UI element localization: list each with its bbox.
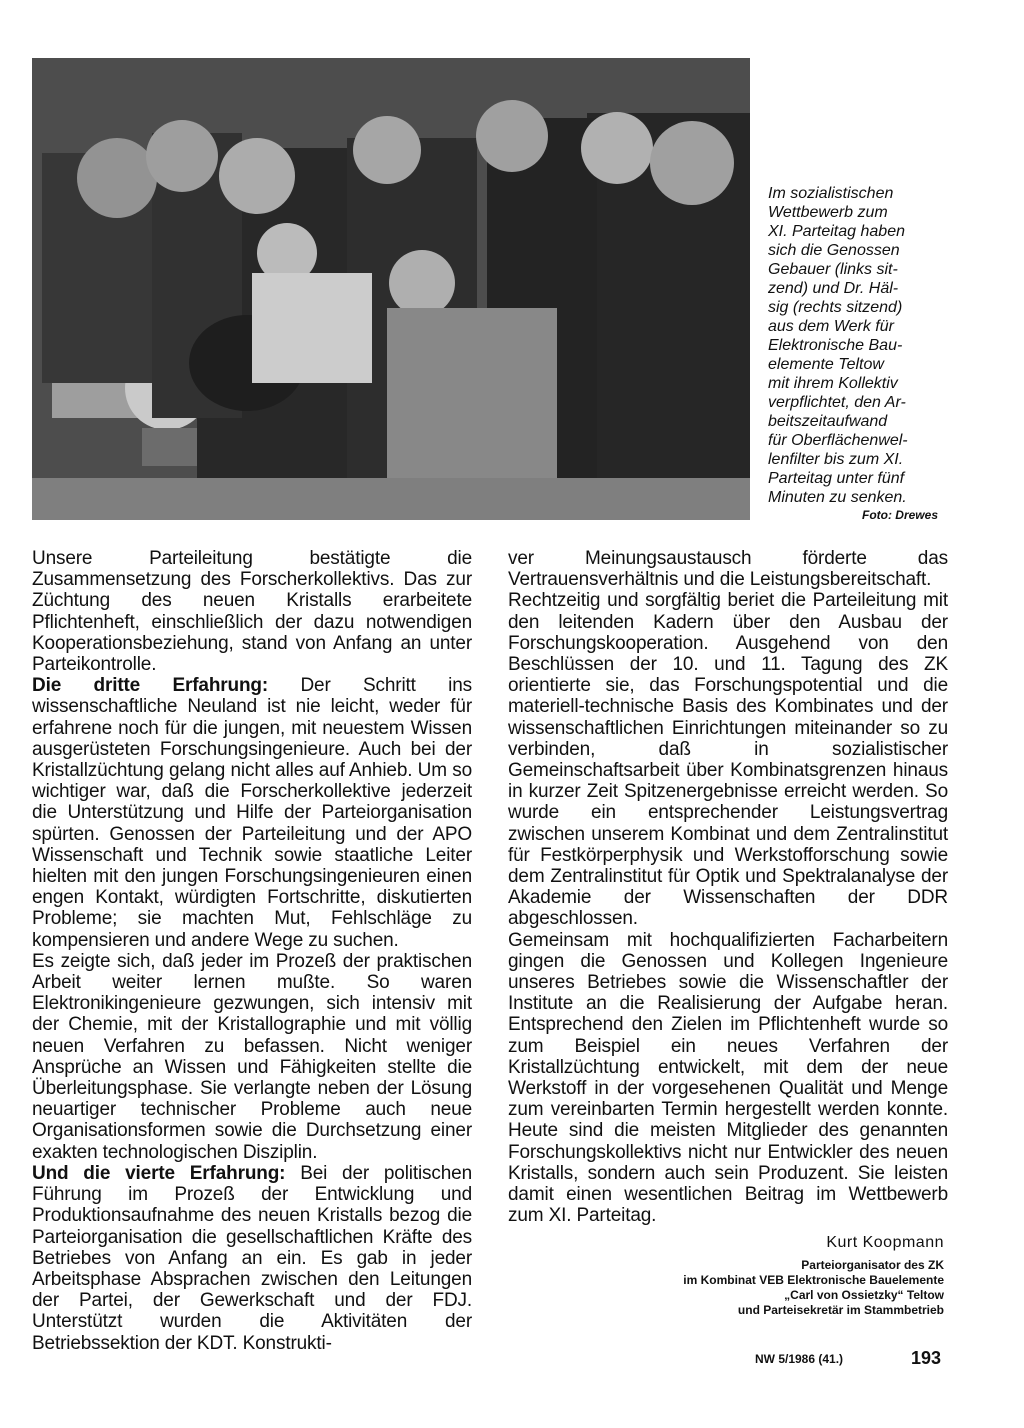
heading-third-experience: Die dritte Erfahrung: (32, 675, 269, 697)
left-paragraph-2 (32, 675, 472, 951)
article-photo (32, 58, 750, 520)
page-number: 193 (911, 1348, 942, 1368)
photo-illustration (32, 58, 750, 520)
issue-label: NW 5/1986 (41.) (755, 1352, 844, 1366)
right-paragraph-2: Rechtzeitig und sorgfältig beriet die Parteileitung mit den leitenden Kadern über den Ausbau der Forschungskooperation. Ausgehend von den Beschlüssen der 10. und 11. Tagung des ZK orientierte sie, das Forschungspotential und die materiell-technische Basis des Kombinates und der wissenschaftlichen Einrichtungen miteinander so zu verbinden, daß in sozialistischer Gemeinschaftsarbeit über Kombinatsgrenzen hinaus in kurzer Zeit Spitzenergebnisse erreicht werden. So wurde ein entsprechender Leistungsvertrag zwischen unserem Kombinat und dem Zentralinstitut für Festkörperphysik und Werkstofforschung sowie dem Zentralinstitut für Optik und Spektralanalyse der Akademie der Wissenschaften der DDR abgeschlossen. (508, 590, 948, 930)
left-paragraph-3: Es zeigte sich, daß jeder im Prozeß der praktischen Arbeit weiter lernen mußte. So waren Elektronikingenieure gezwungen, sich intensiv mit der Chemie, mit der Kristallographie und mit völlig neuen Verfahren zu befassen. Nicht weniger Ansprüche an Wissen und Fähigkeiten stellte die Überleitungsphase. Sie verlangte neben der Lösung neuartiger technischer Probleme auch neue Organisationsformen sowie die Durchsetzung einer exakten technologischen Disziplin. (32, 950, 472, 1163)
right-paragraph-1: ver Meinungsaustausch förderte das Vertrauensverhältnis und die Leistungsbereitschaft. (508, 548, 948, 591)
left-column (32, 548, 472, 1354)
author-name: Kurt Koopmann (826, 1234, 944, 1251)
right-paragraph-3: Gemeinsam mit hochqualifizierten Facharbeitern gingen die Genossen und Kollegen Ingenieure unseres Betriebes sowie die Wissenschaftler der Institute an die Realisierung der Aufgabe heran. Entsprechend den Zielen im Pflichtenheft wurde so zum Beispiel ein neues Verfahren der Kristallzüchtung entwickelt, mit dem der neue Werkstoff in der vorgesehenen Qualität und Menge zum vereinbarten Termin hergestellt werden konnte. Heute sind die meisten Mitglieder des genannten Forschungskollektivs nicht nur Entwickler des neuen Kristalls, sondern auch sein Produzent. Sie leisten damit einen wesentlichen Beitrag im Wettbewerb zum XI. Parteitag. (508, 929, 948, 1227)
right-column (508, 548, 948, 1227)
photo-credit: Foto: Drewes (861, 508, 938, 522)
heading-fourth-experience: Und die vierte Erfahrung: (32, 1162, 286, 1184)
left-paragraph-4-text: Bei der politischen Führung im Prozeß der Entwicklung und Produktionsaufnahme des neuen Kristalls bezog die Parteiorganisation die gesellschaftlichen Kräfte des Betriebes von Anfang an ein. Es gab in jeder Arbeitsphase Absprachen zwischen den Leitungen der Partei, der Gewerkschaft und der FDJ. Unterstützt wurden die Aktivitäten der Betriebssektion der KDT. Konstrukti- (32, 1162, 472, 1354)
photo-caption: Im sozialistischen Wettbewerb zum XI. Parteitag haben sich die Genossen Gebauer (links sit- zend) und Dr. Häl- sig (rechts sitzend) aus dem Werk für Elektronische Bau- elemente Teltow mit ihrem Kollektiv verpflichtet, den Ar- beitszeitaufwand für Oberflächenwel- lenfilter bis zum XI. Parteitag unter fünf Minuten zu senken. (768, 185, 908, 506)
author-role: Parteiorganisator des ZK im Kombinat VEB Elektronische Bauelemente „Carl von Ossietzky“ Teltow und Parteisekretär im Stammbetrieb (683, 1258, 944, 1317)
left-paragraph-1: Unsere Parteileitung bestätigte die Zusammensetzung des Forscherkollektivs. Das zur Züchtung des neuen Kristalls erarbeitete Pflichtenheft, einschließlich der dazu notwendigen Kooperationsbeziehung, stand von Anfang an unter Parteikontrolle. (32, 548, 472, 676)
left-paragraph-2-text: Der Schritt ins wissenschaftliche Neuland ist nie leicht, weder für erfahrene noch für die jungen, mit neuestem Wissen ausgerüsteten Forschungsingenieure. Auch bei der Kristallzüchtung gelang nicht alles auf Anhieb. Um so wichtiger war, daß die Forscherkollektive jederzeit die Unterstützung und Hilfe der Parteiorganisation spürten. Genossen der Parteileitung und der APO Wissenschaft und Technik sowie staatliche Leiter hielten mit den jungen Forschungsingenieuren einen engen Kontakt, würdigten Fortschritte, diskutierten Probleme; sie machten Mut, Fehlschläge zu kompensieren und andere Wege zu suchen. (32, 675, 472, 951)
left-paragraph-4 (32, 1163, 472, 1354)
